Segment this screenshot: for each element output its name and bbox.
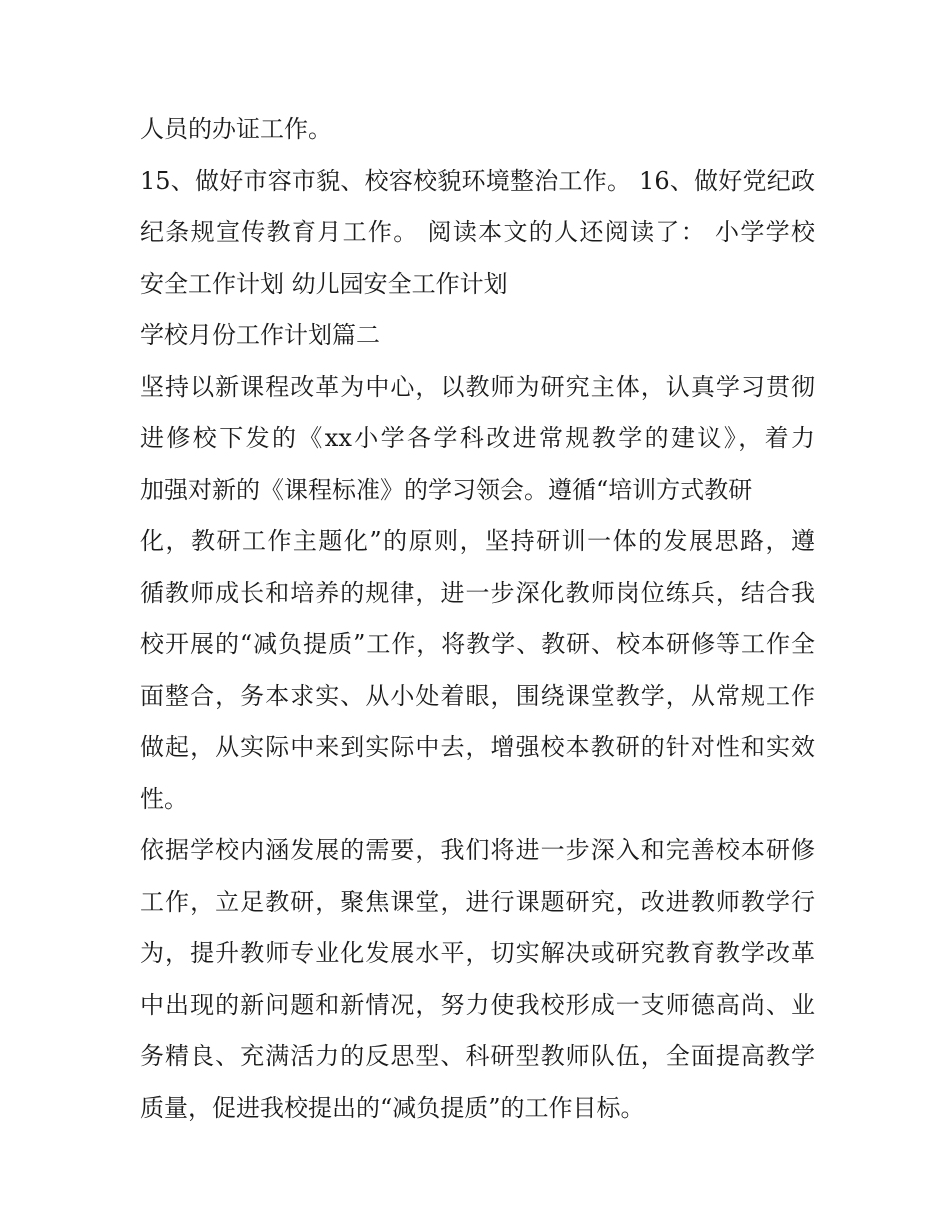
text-line: 中出现的新问题和新情况，努力使我校形成一支师德高尚、业	[140, 990, 815, 1019]
text-line: 进修校下发的《xx小学各学科改进常规教学的建议》，着力	[140, 424, 815, 452]
text-line: 安全工作计划 幼儿园安全工作计划	[140, 269, 508, 298]
text-line: 为，提升教师专业化发展水平，切实解决或研究教育教学改革	[140, 939, 815, 967]
text-line: 工作，立足教研，聚焦课堂，进行课题研究，改进教师教学行	[140, 887, 815, 916]
text-line: 面整合，务本求实、从小处着眼，围绕课堂教学，从常规工作	[140, 681, 815, 710]
text-line: 加强对新的《课程标准》的学习领会。遵循“培训方式教研	[140, 475, 753, 504]
text-line: 性。	[140, 784, 188, 813]
text-line: 人员的办证工作。	[140, 115, 332, 143]
text-line: 校开展的“减负提质”工作，将教学、教研、校本研修等工作全	[140, 630, 815, 658]
text-line: 循教师成长和培养的规律，进一步深化教师岗位练兵，结合我	[140, 578, 815, 607]
text-line: 化，教研工作主题化”的原则，坚持研训一体的发展思路，遵	[140, 527, 815, 555]
text-line: 依据学校内涵发展的需要，我们将进一步深入和完善校本研修	[140, 836, 815, 864]
text-line: 做起，从实际中来到实际中去，增强校本教研的针对性和实效	[140, 733, 815, 761]
text-line: 坚持以新课程改革为中心，以教师为研究主体，认真学习贯彻	[140, 372, 815, 401]
text-line: 学校月份工作计划篇二	[140, 321, 380, 349]
document-body	[140, 104, 815, 1134]
text-line: 务精良、充满活力的反思型、科研型教师队伍，全面提高教学	[140, 1042, 815, 1070]
text-line: 质量，促进我校提出的“减负提质”的工作目标。	[140, 1093, 645, 1122]
text-line: 纪条规宣传教育月工作。 阅读本文的人还阅读了： 小学学校	[140, 218, 815, 246]
text-line: 15、做好市容市貌、校容校貌环境整治工作。 16、做好党纪政	[140, 166, 815, 195]
